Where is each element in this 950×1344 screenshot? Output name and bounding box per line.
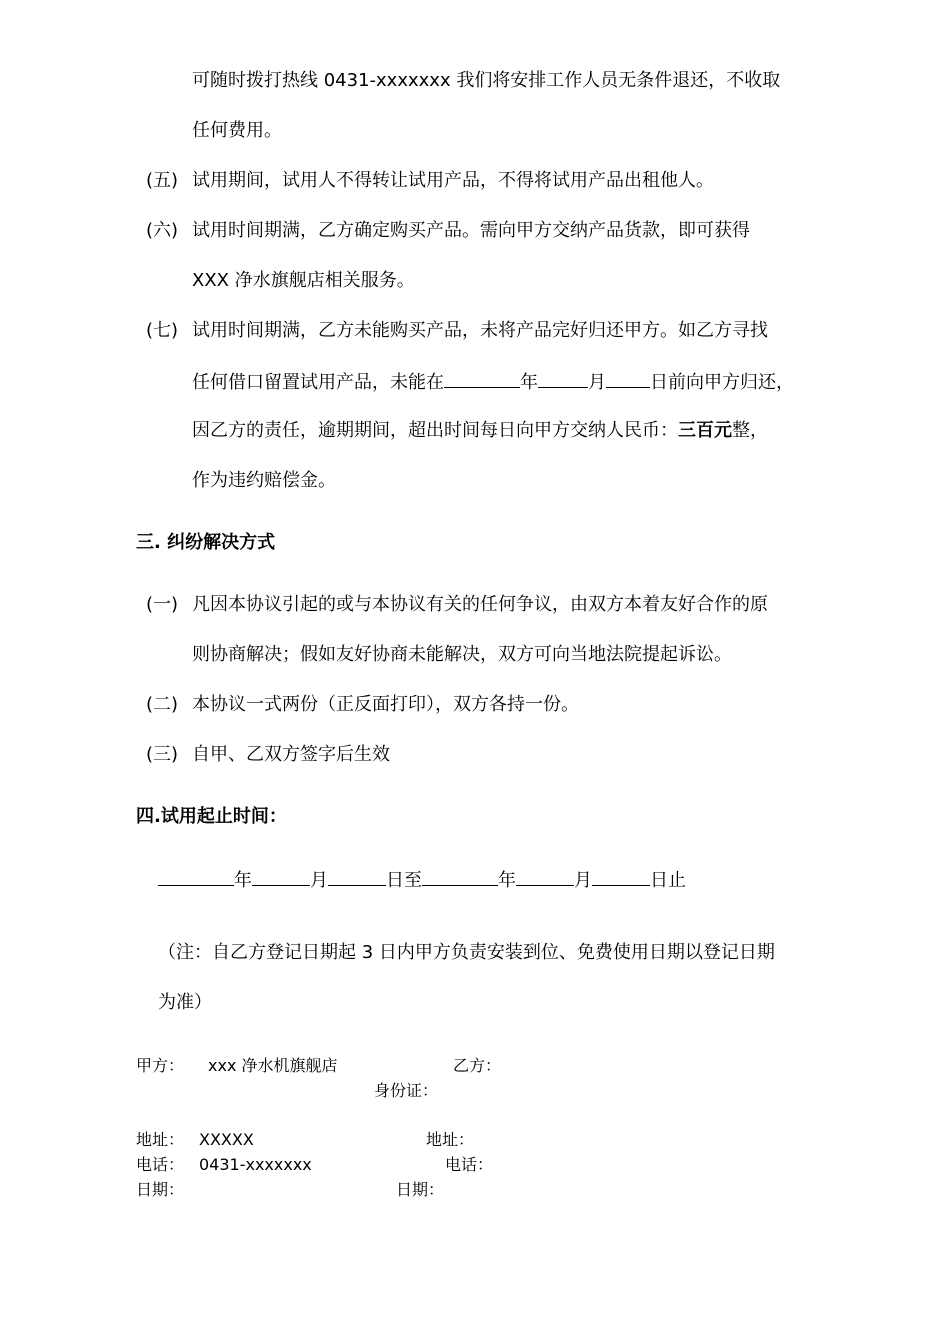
party-a-label: 甲方： xyxy=(136,1056,185,1075)
sec3-item3-number: (三) xyxy=(146,744,179,765)
start-month-blank[interactable] xyxy=(252,867,310,886)
item7-line3-text-a: 因乙方的责任，逾期期间，超出时间每日向甲方交纳人民币： xyxy=(192,420,678,441)
sec3-item2-number: (二) xyxy=(146,694,179,715)
party-b-label: 乙方： xyxy=(453,1056,502,1075)
sec3-heading: 三. 纠纷解决方式 xyxy=(136,532,276,553)
phone-a-value: 0431-xxxxxxx xyxy=(199,1155,312,1174)
sec3-item1-number: (一) xyxy=(146,594,179,615)
phone-b-label: 电话： xyxy=(445,1155,494,1174)
sec3-item2-text: 本协议一式两份（正反面打印），双方各持一份。 xyxy=(192,694,579,715)
item7-line2-text-a: 任何借口留置试用产品，未能在 xyxy=(192,372,444,393)
address-a-value: XXXXX xyxy=(199,1130,254,1149)
phone-a-label: 电话： xyxy=(136,1155,185,1174)
end-month-label: 月 xyxy=(574,870,592,891)
end-year-label: 年 xyxy=(498,870,516,891)
trial-period-line xyxy=(158,867,686,893)
item6-number: (六) xyxy=(146,220,179,241)
note-line1: （注：自乙方登记日期起 3 日内甲方负责安装到位、免费使用日期以登记日期 xyxy=(158,942,775,963)
item6-line1: 试用时间期满，乙方确定购买产品。需向甲方交纳产品货款，即可获得 xyxy=(192,220,750,241)
sec3-item1-line2: 则协商解决；假如友好协商未能解决，双方可向当地法院提起诉讼。 xyxy=(192,644,732,665)
end-year-blank[interactable] xyxy=(422,867,498,886)
address-a-label: 地址： xyxy=(136,1130,185,1149)
item5-number: (五) xyxy=(146,170,179,191)
date-a-label: 日期： xyxy=(136,1180,185,1199)
start-year-blank[interactable] xyxy=(158,867,234,886)
item7-month-label: 月 xyxy=(588,372,606,393)
sec4-heading: 四.试用起止时间： xyxy=(136,806,287,827)
return-year-blank[interactable] xyxy=(444,369,520,388)
end-month-blank[interactable] xyxy=(516,867,574,886)
id-card-label: 身份证： xyxy=(374,1081,439,1100)
return-month-blank[interactable] xyxy=(538,369,588,388)
item7-line3-text-b: 整， xyxy=(732,420,768,441)
return-day-blank[interactable] xyxy=(606,369,650,388)
item7-year-label: 年 xyxy=(520,372,538,393)
note-line2: 为准） xyxy=(158,992,212,1013)
party-a-value: xxx 净水机旗舰店 xyxy=(208,1056,338,1075)
sec3-item3-text: 自甲、乙双方签字后生效 xyxy=(192,744,390,765)
item7-line4: 作为违约赔偿金。 xyxy=(192,470,336,491)
end-day-blank[interactable] xyxy=(592,867,650,886)
item7-line1: 试用时间期满，乙方未能购买产品，未将产品完好归还甲方。如乙方寻找 xyxy=(192,320,768,341)
item7-line3 xyxy=(192,419,768,443)
sec2-cont-line1: 可随时拨打热线 0431-xxxxxxx 我们将安排工作人员无条件退还，不收取 xyxy=(192,70,781,91)
address-b-label: 地址： xyxy=(426,1130,475,1149)
start-day-blank[interactable] xyxy=(328,867,386,886)
start-day-to-label: 日至 xyxy=(386,870,422,891)
sec2-cont-line2: 任何费用。 xyxy=(192,120,282,141)
item7-line2-text-b: 日前向甲方归还， xyxy=(650,372,794,393)
sec3-item1-line1: 凡因本协议引起的或与本协议有关的任何争议，由双方本着友好合作的原 xyxy=(192,594,768,615)
item6-line2: XXX 净水旗舰店相关服务。 xyxy=(192,270,415,291)
end-day-label: 日止 xyxy=(650,870,686,891)
item7-number: (七) xyxy=(146,320,179,341)
start-year-label: 年 xyxy=(234,870,252,891)
date-b-label: 日期： xyxy=(396,1180,445,1199)
penalty-amount: 三百元 xyxy=(678,420,732,441)
start-month-label: 月 xyxy=(310,870,328,891)
item5-text: 试用期间，试用人不得转让试用产品，不得将试用产品出租他人。 xyxy=(192,170,714,191)
item7-line2 xyxy=(192,369,794,395)
